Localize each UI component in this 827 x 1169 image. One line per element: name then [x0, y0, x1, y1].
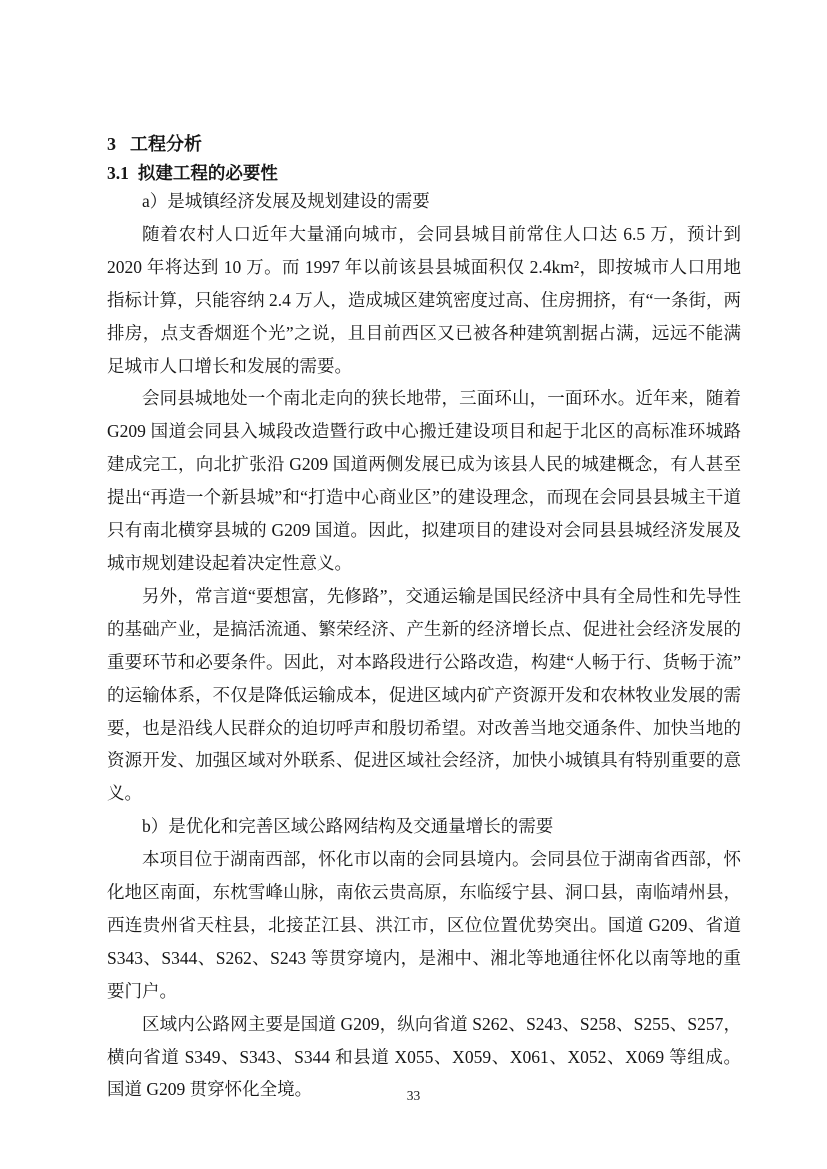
section-number: 3	[107, 134, 116, 154]
paragraph-transport-economy: 另外，常言道“要想富，先修路”，交通运输是国民经济中具有全局性和先导性的基础产业，是搞活流通、繁荣经济、产生新的经济增长点、促进社会经济发展的重要环节和必要条件。因此，对本路段进行公路改造，构建“人畅于行、货畅于流”的运输体系，不仅是降低运输成本，促进区域内矿产资源开发和农林牧业发展的需要，也是沿线人民群众的迫切呼声和殷切希望。对改善当地交通条件、加快当地的资源开发、加强区域对外联系、促进区域社会经济，加快小城镇具有特别重要的意义。	[107, 585, 741, 804]
paragraph-road-network: 区域内公路网主要是国道 G209，纵向省道 S262、S243、S258、S255、S257，横向省道 S349、S343、S344 和县道 X055、X059、X061、X052、X069 等组成。国道 G209 贯穿怀化全境。	[107, 1013, 741, 1100]
paragraph-city-layout: 会同县城地处一个南北走向的狭长地带，三面环山，一面环水。近年来，随着 G209 国道会同县入城段改造暨行政中心搬迁建设项目和起于北区的高标准环城路建成完工，向北扩张沿 G209 国道两侧发展已成为该县人民的城建概念，有人甚至提出“再造一个新县城”和“打造中心商业区”的建设理念，而现在会同县县城主干道只有南北横穿县城的 G209 国道。因此，拟建项目的建设对会同县县城经济发展及城市规划建设起着决定性意义。	[107, 388, 741, 573]
list-item-b: b）是优化和完善区域公路网结构及交通量增长的需要	[142, 816, 554, 837]
paragraph-urbanization: 随着农村人口近年大量涌向城市，会同县城目前常住人口达 6.5 万，预计到 2020 年将达到 10 万。而 1997 年以前该县县城面积仅 2.4km²，即按城市人口用地指标计算，只能容纳 2.4 万人，造成城区建筑密度过高、住房拥挤，有“一条街，两排房，点支香烟逛个光”之说，且目前西区又已被各种建筑割据占满，远远不能满足城市人口增长和发展的需要。	[107, 223, 741, 376]
section-title: 工程分析	[130, 134, 202, 154]
section-heading	[107, 133, 741, 155]
subsection-title: 拟建工程的必要性	[137, 163, 278, 183]
subsection-number: 3.1	[107, 163, 129, 183]
paragraph-project-location: 本项目位于湖南西部，怀化市以南的会同县境内。会同县位于湖南省西部，怀化地区南面，东枕雪峰山脉，南依云贵高原，东临绥宁县、洞口县，南临靖州县，西连贵州省天柱县，北接芷江县、洪江市，区位位置优势突出。国道 G209、省道 S343、S344、S262、S243 等贯穿境内，是湘中、湘北等地通往怀化以南等地的重要门户。	[107, 849, 741, 1001]
page-number: 33	[406, 1088, 421, 1103]
page-footer	[0, 1087, 827, 1105]
list-item-a: a）是城镇经济发展及规划建设的需要	[142, 191, 430, 211]
subsection-heading	[107, 161, 741, 185]
document-content	[107, 133, 741, 1106]
